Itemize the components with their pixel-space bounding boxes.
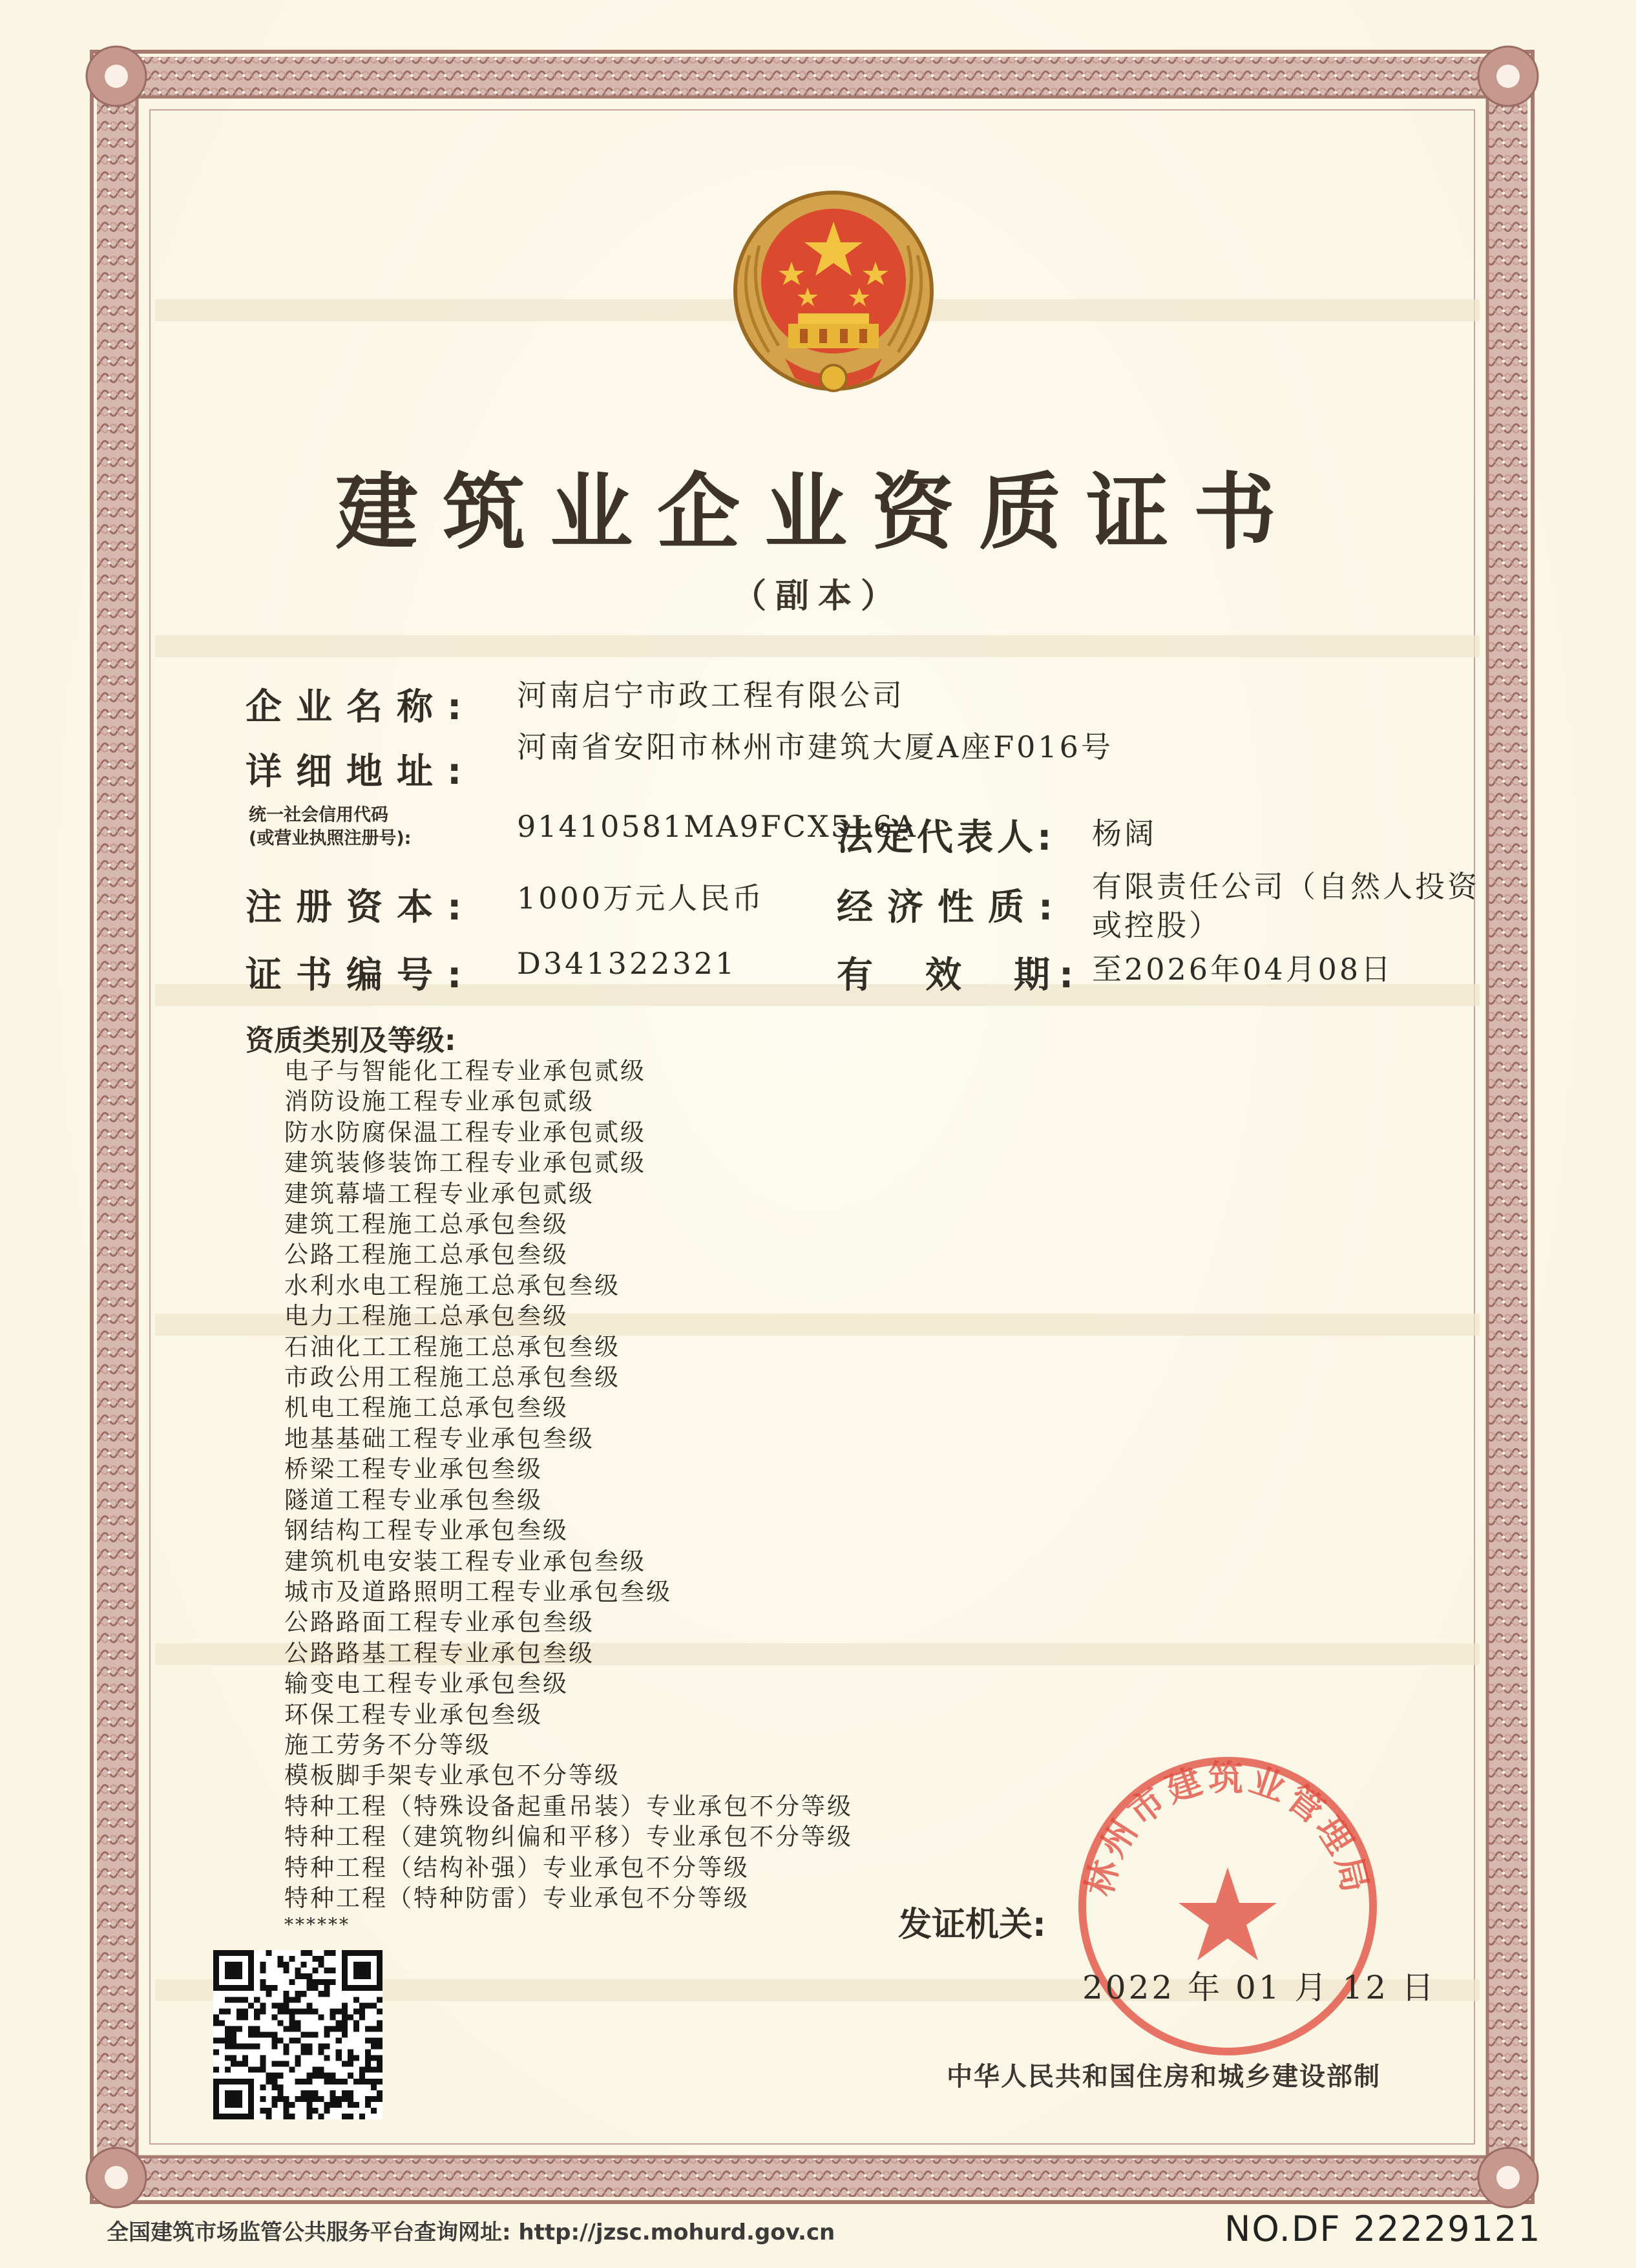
legal-rep-value: 杨阔 [1092,816,1157,851]
credit-code-label-line2: (或营业执照注册号): [249,828,412,848]
company-name-value: 河南启宁市政工程有限公司 [517,678,905,713]
credit-code-label [249,804,411,850]
certificate-title: 建筑业企业资质证书 [335,465,1301,561]
qualification-item: 公路路基工程专业承包叁级 [284,1639,594,1667]
address-label: 详细地址: [246,751,476,793]
qualifications-end-mark: ****** [284,1914,350,1936]
qualification-item: 市政公用工程施工总承包叁级 [284,1363,620,1392]
legal-rep-label: 法定代表人: [837,817,1056,859]
certificate-subtitle: （副本） [732,577,903,616]
registered-capital-value: 1000万元人民币 [517,881,765,916]
qualification-item: 城市及道路照明工程专业承包叁级 [284,1577,672,1606]
serial-number: NO.DF 22229121 [1224,2209,1542,2249]
qualification-item: 电力工程施工总承包叁级 [284,1302,569,1330]
credit-code-label-line1: 统一社会信用代码 [249,805,388,825]
qualification-item: 电子与智能化工程专业承包贰级 [284,1057,646,1085]
registered-capital-label: 注册资本: [246,887,476,929]
qr-code-icon [213,1950,383,2119]
economic-nature-value-line2: 或控股） [1092,908,1221,943]
qualification-item: 桥梁工程专业承包叁级 [284,1455,543,1484]
qualification-item: 建筑工程施工总承包叁级 [284,1210,569,1239]
qualifications-heading: 资质类别及等级: [246,1024,456,1057]
certificate-no-label: 证书编号: [246,954,476,996]
qualifications-list [284,1056,853,1937]
qualification-item: 建筑幕墙工程专业承包贰级 [284,1179,594,1208]
qualification-item: 消防设施工程专业承包贰级 [284,1087,594,1116]
qualification-item: 特种工程（特殊设备起重吊装）专业承包不分等级 [284,1792,853,1820]
official-seal-icon [1066,1745,1389,2068]
qualification-item: 公路工程施工总承包叁级 [284,1241,569,1269]
qualification-item: 水利水电工程施工总承包叁级 [284,1271,620,1299]
qualification-item: 环保工程专业承包叁级 [284,1700,543,1728]
certificate-no-value: D341322321 [517,946,737,981]
qualification-item: 施工劳务不分等级 [284,1730,491,1759]
qualification-item: 模板脚手架专业承包不分等级 [284,1761,620,1790]
qualification-item: 地基基础工程专业承包叁级 [284,1424,594,1453]
validity-value: 至2026年04月08日 [1092,952,1394,987]
issuer-label: 发证机关: [898,1906,1046,1944]
economic-nature-label: 经济性质: [837,887,1067,929]
economic-nature-value-line1: 有限责任公司（自然人投资 [1092,869,1480,904]
issue-date: 2022 年 01 月 12 日 [1082,1969,1436,2006]
qualification-item: 特种工程（特种防雷）专业承包不分等级 [284,1884,750,1912]
qualification-item: 公路路面工程专业承包叁级 [284,1608,594,1637]
qualification-item: 钢结构工程专业承包叁级 [284,1517,569,1545]
qualification-item: 隧道工程专业承包叁级 [284,1486,543,1514]
qualification-item: 机电工程施工总承包叁级 [284,1394,569,1422]
ministry-line: 中华人民共和国住房和城乡建设部制 [947,2062,1381,2092]
qualification-item: 建筑机电安装工程专业承包叁级 [284,1547,646,1575]
address-value: 河南省安阳市林州市建筑大厦A座F016号 [517,730,1113,764]
qualification-item: 防水防腐保温工程专业承包贰级 [284,1118,646,1146]
national-emblem-icon [724,184,943,404]
qualification-item: 建筑装修装饰工程专业承包贰级 [284,1149,646,1177]
qualification-item: 特种工程（结构补强）专业承包不分等级 [284,1853,750,1882]
company-name-label: 企业名称: [246,686,476,728]
seal-text: 林州市建筑业管理局 [1078,1758,1377,1900]
qualification-item: 输变电工程专业承包叁级 [284,1670,569,1698]
validity-label: 有 效 期: [837,954,1083,996]
qualification-item: 石油化工工程施工总承包叁级 [284,1332,620,1361]
credit-code-value: 91410581MA9FCX5L6A [517,809,918,844]
query-website: 全国建筑市场监管公共服务平台查询网址: http://jzsc.mohurd.gov.cn [107,2220,835,2245]
qualification-item: 特种工程（建筑物纠偏和平移）专业承包不分等级 [284,1823,853,1851]
